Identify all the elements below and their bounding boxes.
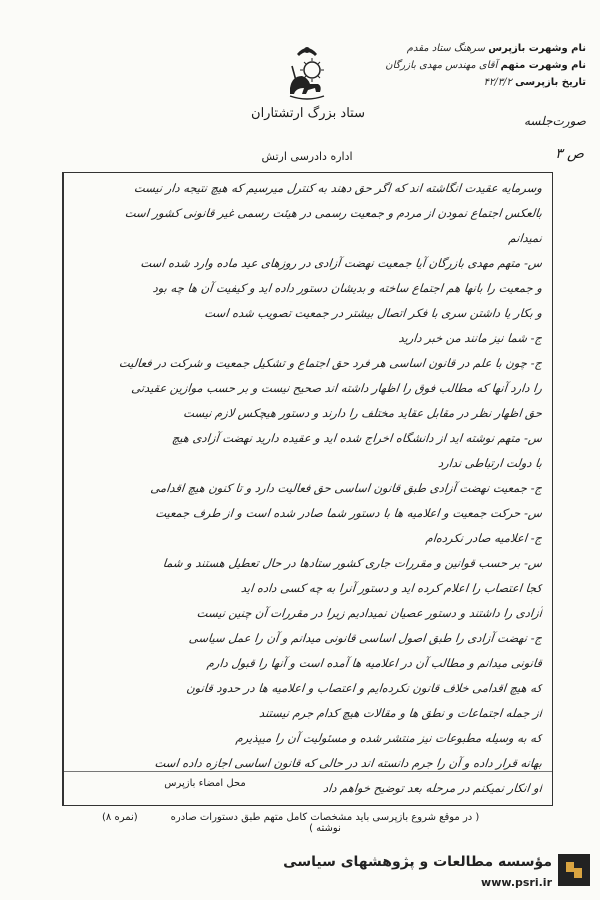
testimony-line: ج- جمعیت نهضت آزادی طبق قانون اساسی حق فعالیت دارد و تا کنون هیچ اقدامی [149,481,543,495]
agency-name: ستاد بزرگ ارتشتاران [251,106,365,121]
interrogator-value: سرهنگ ستاد مقدم [406,43,486,54]
testimony-line: و جمعیت را بانها هم اجتماع ساخته و بدیشان دستور داده اید و کیفیت آن ها چه بود [152,281,543,295]
testimony-line: که هیچ اقدامی خلاف قانون نکرده‌ایم و اعتصاب و اعلامیه ها در حدود قانون [185,681,543,695]
testimony-line: او انکار نمیکنم در مرحله بعد توضیح خواهم داد [322,781,543,795]
testimony-line: س- متهم نوشته اید از دانشگاه اخراج شده اید و عقیده دارید نهضت آزادی هیچ [171,431,543,445]
testimony-line: س- متهم مهدی بازرگان آیا جمعیت نهضت آزادی در روزهای عید ماده وارد شده است [139,256,543,270]
institute-name: مؤسسه مطالعات و پژوهشهای سیاسی [283,854,552,870]
date-row [376,74,586,91]
interrogator-label: نام وشهرت بازپرس [488,43,586,54]
testimony-line: را دارد آنها که مطالب فوق را اظهار داشته اند صحیح نیست و بر حسب موازین عقیدتی [130,381,543,395]
signature-label: محل امضاء بازپرس [164,778,246,789]
testimony-line: کجا اعتصاب را اعلام کرده اید و دستور آنرا به چه کسی داده اید [240,581,543,595]
handwritten-testimony [72,176,542,801]
testimony-line: ج- نهضت آزادی را طبق اصول اساسی قانونی میدانم و آن را عمل سیاسی [188,631,543,645]
testimony-line: بهانه قرار داده و آن را جرم دانسته اند در حالی که قانون اساسی اجازه داده است [153,756,543,770]
lion-and-sun-emblem-icon [282,40,332,100]
form-number: (نمره ۸) [102,812,138,823]
testimony-line: بالعکس اجتماع نمودن از مردم و جمعیت رسمی در هیئت رسمی غیر قانونی کشور است [124,206,543,220]
testimony-line: ج- چون با علم در قانون اساسی هر فرد حق اجتماع و تشکیل جمعیت و شرکت در فعالیت [118,356,543,370]
department-name: اداره دادرسی ارتش [261,150,353,163]
testimony-line: س- حرکت جمعیت و اعلامیه ها با دستور شما صادر شده است و از طرف جمعیت [154,506,543,520]
accused-row [376,57,586,74]
testimony-line: ج- شما نیز مانند من خبر دارید [397,331,543,345]
testimony-line: با دولت ارتباطی ندارد [437,456,543,470]
accused-value: آقای مهندس مهدی بازرگان [385,60,498,71]
testimony-line: حق اظهار نظر در مقابل عقاید مختلف را دارند و دستور هیچکس لازم نیست [182,406,543,420]
testimony-line: وسرمایه عقیدت انگاشته اند که اگر حق دهند به کنترل میرسیم که هیچ نتیجه دار نیست [133,181,543,195]
date-label: تاریخ بازپرسی [515,77,586,88]
testimony-line: س- بر حسب قوانین و مقررات جاری کشور ستادها در حال تعطیل هستند و شما [162,556,543,570]
testimony-line: از جمله اجتماعات و نطق ها و مقالات هیچ کدام جرم نیستند [258,706,543,720]
interrogator-row [376,40,586,57]
case-metadata [376,40,586,91]
testimony-line: که به وسیله مطبوعات نیز منتشر شده و مسئولیت آن را میپذیرم [235,731,543,745]
date-value: ۴۲/۳/۲ [483,77,512,88]
testimony-line: نمیدانم [507,231,543,245]
form-footnote: ( در موقع شروع بازپرسی باید مشخصات کامل متهم طبق دستورات صادره نوشته ) [170,812,480,834]
testimony-line: و بکار یا داشتن سری با فکر اتصال بیشتر در جمعیت تصویب شده است [203,306,543,320]
testimony-line: آزادی را داشتند و دستور عصیان نمیدادیم زیرا در مقررات آن چنین نیست [196,606,543,620]
institute-url: www.psri.ir [481,876,552,889]
page-number: ص ۳ [555,146,584,162]
testimony-line: قانونی میدانم و مطالب آن در اعلامیه ها آمده است و آنها را قبول دارم [206,656,543,670]
document-subject: صورت‌جلسه [523,114,586,128]
institute-watermark [283,846,590,896]
institute-logo-icon [558,854,590,886]
testimony-line: ج- اعلامیه صادر نکرده‌ام [425,531,543,545]
accused-label: نام وشهرت متهم [500,60,586,71]
